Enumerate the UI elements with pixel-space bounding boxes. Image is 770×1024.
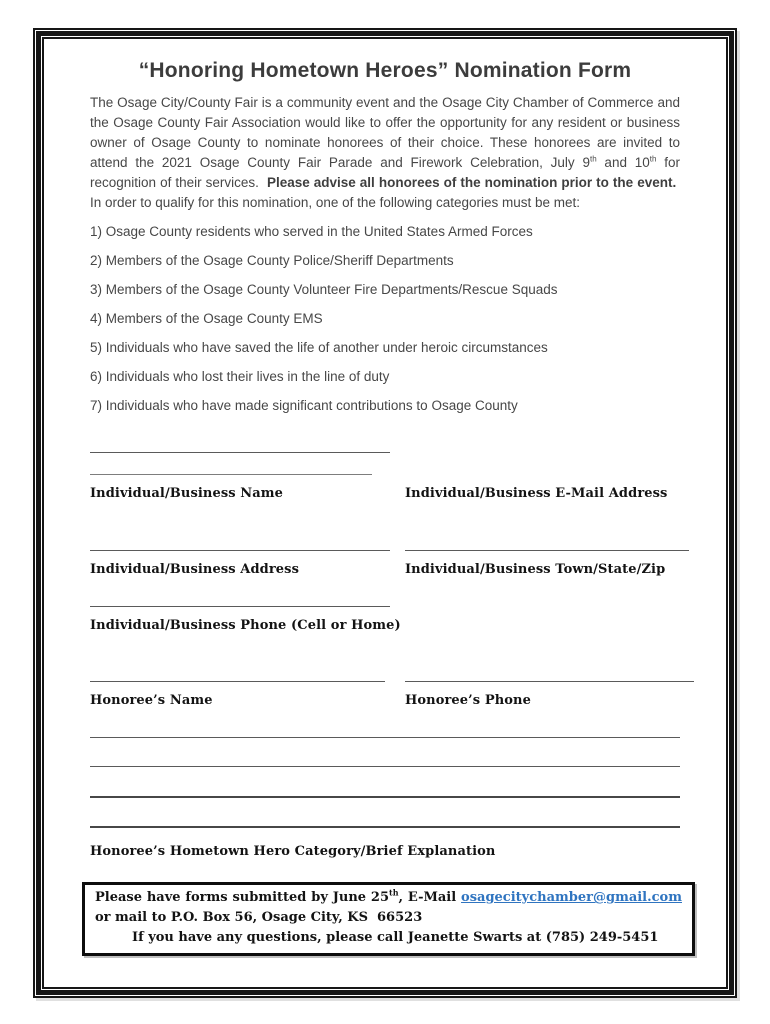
intro-paragraph bbox=[90, 93, 680, 213]
page-border-frame-inner bbox=[42, 37, 728, 989]
explanation-blank-line-1[interactable] bbox=[90, 737, 680, 738]
submission-box bbox=[82, 882, 695, 956]
honoree-phone-blank-line[interactable] bbox=[405, 681, 694, 682]
honoree-phone-label: Honoree’s Phone bbox=[405, 693, 531, 708]
category-item-5: 5) Individuals who have saved the life of another under heroic circumstances bbox=[90, 340, 548, 355]
superscript-th: th bbox=[589, 154, 597, 164]
category-item-1: 1) Osage County residents who served in the United States Armed Forces bbox=[90, 224, 533, 239]
honoree-name-label: Honoree’s Name bbox=[90, 693, 213, 708]
address-label: Individual/Business Address bbox=[90, 562, 300, 577]
address-blank-line[interactable] bbox=[90, 550, 390, 551]
intro-text-3: for recognition of their services. bbox=[90, 155, 680, 190]
form-page bbox=[44, 59, 726, 956]
intro-bold-notice: Please advise all honorees of the nomination prior to the event. bbox=[266, 175, 677, 190]
superscript-th: th bbox=[389, 887, 399, 898]
submission-questions-line: If you have any questions, please call Jeanette Swarts at (785) 249-5451 bbox=[132, 930, 659, 945]
submission-text-2: , E-Mail bbox=[398, 890, 462, 905]
superscript-th: th bbox=[649, 154, 657, 164]
category-item-6: 6) Individuals who lost their lives in the line of duty bbox=[90, 369, 390, 384]
intro-text-1: The Osage City/County Fair is a community event and the Osage City Chamber of Commerce and the Osage County Fair Association would like to offer the opportunity for any resident or business owner of Osage County to nominate honorees of their choice. These honorees are invited to attend the 2021 Osage County Fair Parade and Firework Celebration, July 9 bbox=[90, 95, 680, 170]
page-border-frame-middle bbox=[36, 31, 734, 995]
town-label: Individual/Business Town/State/Zip bbox=[405, 562, 666, 577]
submission-instructions bbox=[95, 888, 682, 928]
town-blank-line[interactable] bbox=[405, 550, 689, 551]
submission-text-1: Please have forms submitted by June 25 bbox=[95, 890, 390, 905]
category-explanation-label: Honoree’s Hometown Hero Category/Brief Explanation bbox=[90, 844, 496, 859]
phone-blank-line[interactable] bbox=[90, 606, 390, 607]
page-border-frame bbox=[33, 28, 737, 998]
name-label: Individual/Business Name bbox=[90, 486, 284, 501]
category-item-4: 4) Members of the Osage County EMS bbox=[90, 311, 323, 326]
name-blank-line[interactable] bbox=[90, 452, 390, 453]
explanation-blank-line-2[interactable] bbox=[90, 766, 680, 767]
intro-text-2: and 10 bbox=[596, 155, 650, 170]
explanation-blank-line-4[interactable] bbox=[90, 826, 680, 828]
email-label: Individual/Business E-Mail Address bbox=[405, 486, 668, 501]
honoree-name-blank-line[interactable] bbox=[90, 681, 385, 682]
explanation-blank-line-3[interactable] bbox=[90, 796, 680, 798]
email-link[interactable]: osagecitychamber@gmail.com bbox=[461, 890, 682, 905]
phone-label: Individual/Business Phone (Cell or Home) bbox=[90, 618, 401, 633]
category-item-3: 3) Members of the Osage County Volunteer Fire Departments/Rescue Squads bbox=[90, 282, 558, 297]
category-list bbox=[90, 222, 680, 416]
submission-text-3: or mail to P.O. Box 56, Osage City, KS 66523 bbox=[95, 910, 423, 925]
category-item-7: 7) Individuals who have made significant contributions to Osage County bbox=[90, 398, 518, 413]
intro-text-4: In order to qualify for this nomination, one of the following categories must be met: bbox=[90, 175, 680, 210]
category-item-2: 2) Members of the Osage County Police/Sheriff Departments bbox=[90, 253, 454, 268]
form-title: “Honoring Hometown Heroes” Nomination Form bbox=[138, 59, 632, 82]
name-blank-line-2[interactable] bbox=[90, 474, 372, 475]
